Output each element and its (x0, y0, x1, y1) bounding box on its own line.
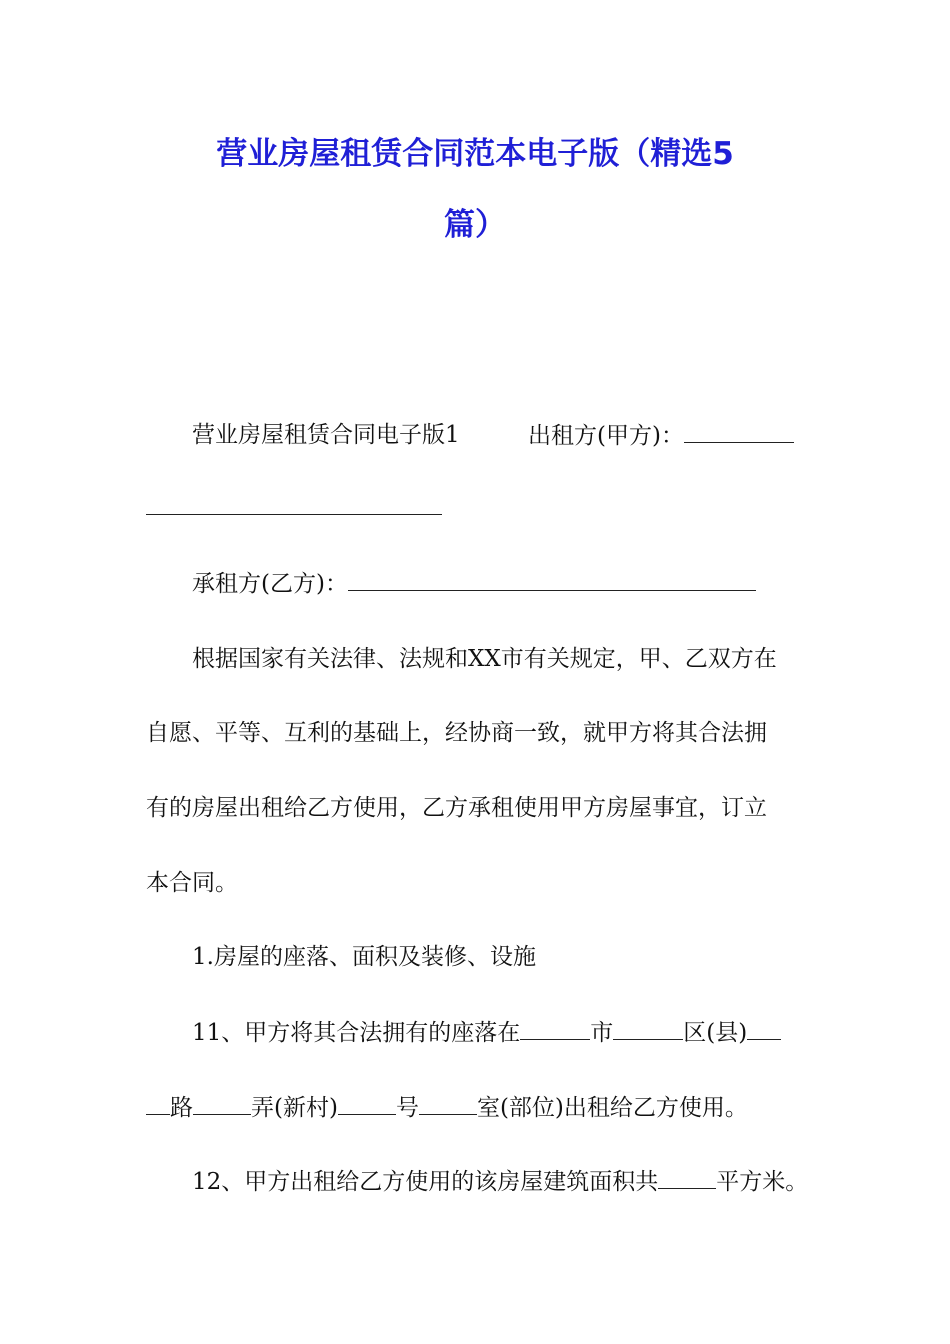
lessor-blank-continued (146, 492, 442, 515)
room-blank (419, 1092, 477, 1115)
clause-11-number: 号 (395, 1095, 419, 1121)
area-blank (658, 1166, 716, 1189)
clause-11-room: 室(部位)出租给乙方使用。 (476, 1095, 748, 1121)
clause-12-prefix: 12、甲方出租给乙方使用的该房屋建筑面积共 (192, 1169, 659, 1195)
lessee-blank (348, 568, 756, 591)
section-heading: 营业房屋租赁合同电子版1 (192, 422, 460, 448)
clause-12-line (192, 1166, 808, 1197)
lessor-blank-continued-line (146, 492, 442, 523)
lessee-line (192, 568, 756, 599)
clause-1-heading: 1.房屋的座落、面积及装修、设施 (192, 944, 536, 970)
clause-11-line-1 (192, 1017, 781, 1048)
district-blank (613, 1017, 683, 1040)
document-title-line-1: 营业房屋租赁合同范本电子版（精选5 (216, 136, 734, 172)
lessee-label: 承租方(乙方)： (192, 571, 348, 597)
road-blank-start (747, 1017, 781, 1040)
lessor-line (528, 420, 794, 451)
intro-line-4: 本合同。 (146, 870, 238, 896)
clause-11-city: 市 (590, 1020, 614, 1046)
section-heading-line (192, 420, 460, 450)
intro-line-3: 有的房屋出租给乙方使用，乙方承租使用甲方房屋事宜，订立 (146, 795, 767, 821)
number-blank (338, 1092, 396, 1115)
intro-line-1: 根据国家有关法律、法规和XX市有关规定，甲、乙双方在 (192, 646, 777, 672)
clause-11-road: 路 (170, 1095, 193, 1121)
intro-line-2: 自愿、平等、互利的基础上，经协商一致，就甲方将其合法拥 (146, 720, 767, 746)
clause-11-prefix: 11、甲方将其合法拥有的座落在 (192, 1020, 521, 1046)
lessor-label: 出租方(甲方)： (528, 423, 684, 449)
clause-11-line-2 (146, 1092, 748, 1123)
clause-12-suffix: 平方米。 (716, 1169, 809, 1195)
document-title-line-2: 篇） (444, 207, 506, 243)
road-blank-end (146, 1092, 170, 1115)
city-blank (520, 1017, 590, 1040)
lane-blank (193, 1092, 251, 1115)
clause-11-district: 区(县) (683, 1020, 748, 1046)
lessor-blank (684, 420, 794, 443)
clause-11-lane: 弄(新村) (251, 1095, 338, 1121)
